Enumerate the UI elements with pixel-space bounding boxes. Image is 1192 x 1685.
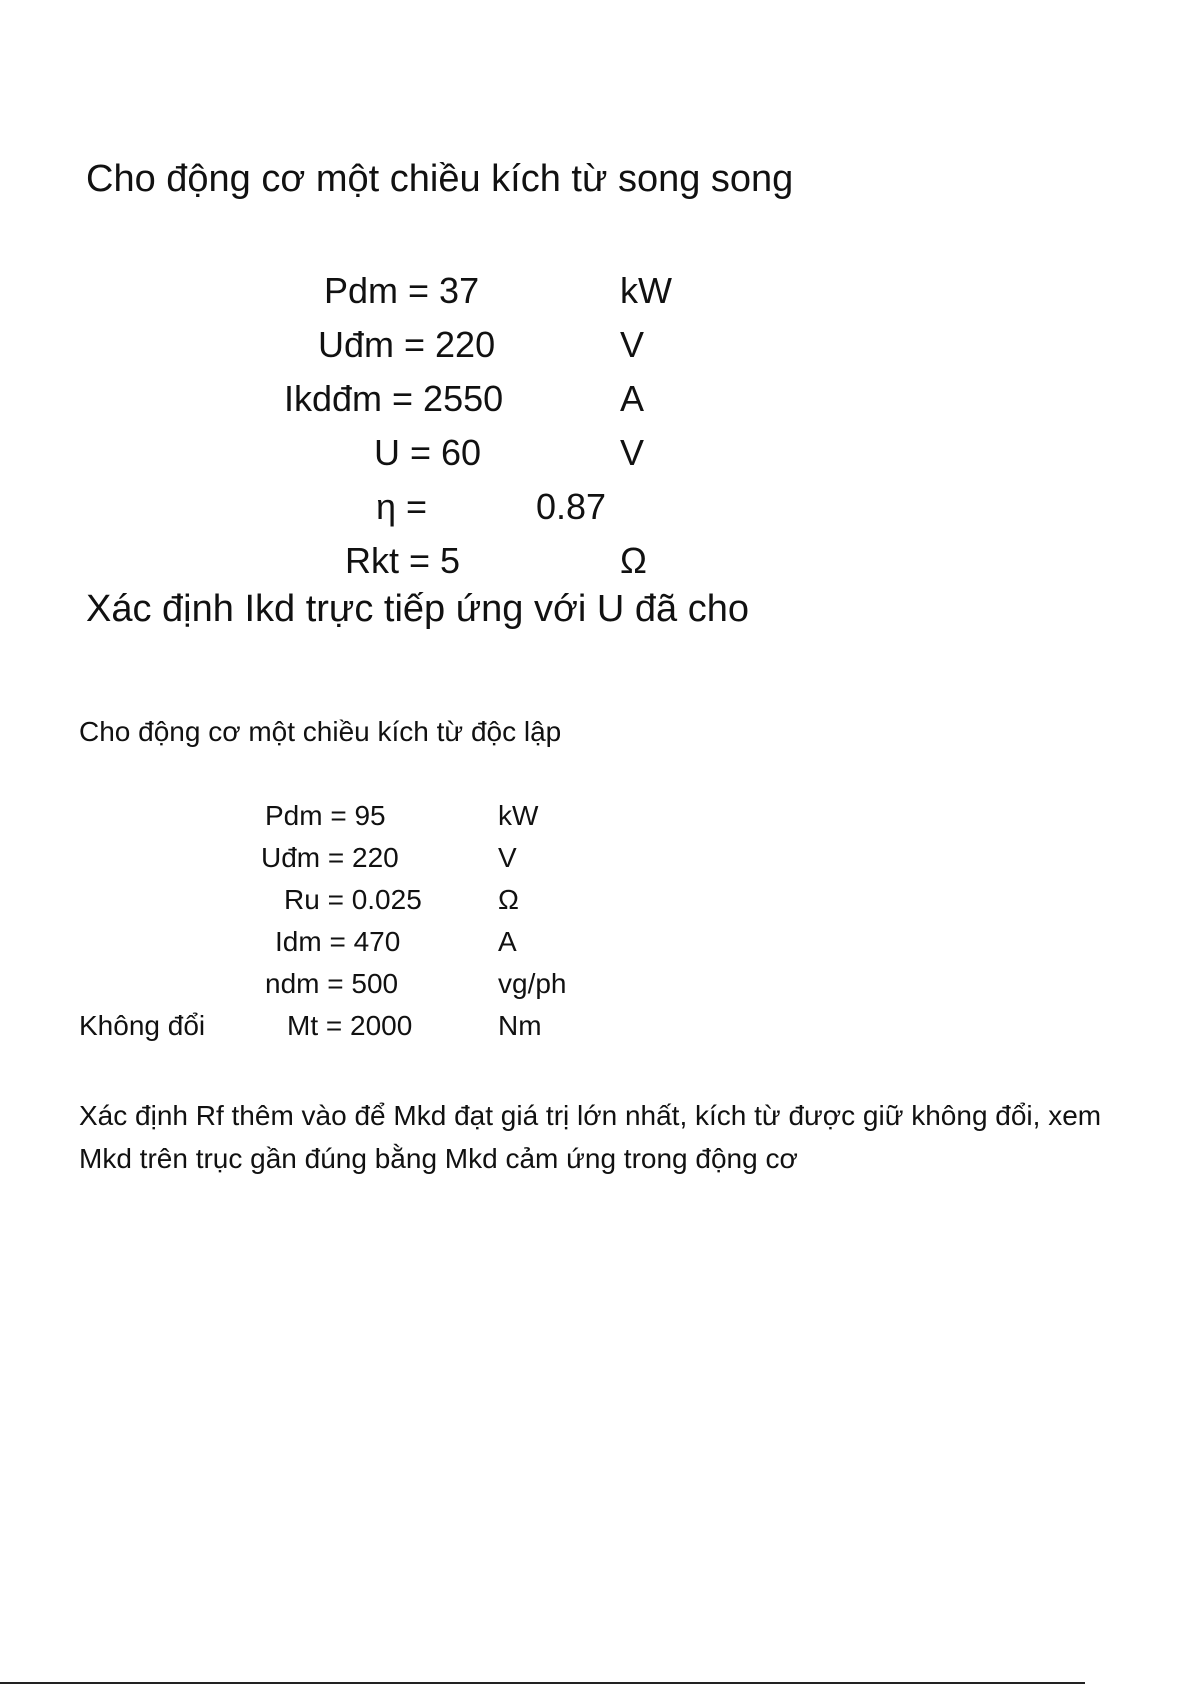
problem1-expr-pdm: Pdm = 37 — [324, 270, 480, 311]
problem2-unit-udm: V — [498, 842, 517, 873]
problem1-expr-eta: η = — [376, 486, 428, 527]
problem2-expr-ndm: ndm = 500 — [265, 968, 399, 999]
problem1-expr-rkt: Rkt = 5 — [345, 540, 461, 581]
problem2-unit-pdm: kW — [498, 800, 539, 831]
problem2-expr-pdm: Pdm = 95 — [265, 800, 386, 831]
page-bottom-border — [0, 1682, 1085, 1684]
problem2-title: Cho động cơ một chiều kích từ độc lập — [79, 716, 562, 747]
problem1-title: Cho động cơ một chiều kích từ song song — [86, 158, 794, 200]
problem1-expr-ikddm: Ikdđm = 2550 — [284, 378, 504, 419]
problem1-unit-udm: V — [620, 324, 645, 365]
problem1-unit-u: V — [620, 432, 645, 473]
problem2-expr-idm: Idm = 470 — [275, 926, 401, 957]
problem2-expr-udm: Uđm = 220 — [261, 842, 399, 873]
problem2-unit-idm: A — [498, 926, 517, 957]
problem1-question: Xác định Ikd trực tiếp ứng với U đã cho — [86, 588, 749, 630]
problem1-unit-pdm: kW — [620, 270, 672, 311]
problem1-expr-udm: Uđm = 220 — [318, 324, 496, 365]
problem1-expr-u: U = 60 — [374, 432, 482, 473]
problem2-question: Xác định Rf thêm vào để Mkd đạt giá trị lớn nhất, kích từ được giữ không đổi, xem Mkd trên trục gần đúng bằng Mkd cảm ứng trong động cơ — [79, 1100, 1102, 1174]
problem2-unit-ru: Ω — [498, 884, 519, 915]
problem1-value-eta: 0.87 — [536, 486, 607, 527]
problem2-expr-ru: Ru = 0.025 — [284, 884, 422, 915]
problem2-note-constant: Không đổi — [79, 1010, 206, 1041]
problem2-unit-mt: Nm — [498, 1010, 542, 1041]
problem1-unit-rkt: Ω — [620, 540, 647, 581]
problem1-unit-ikddm: A — [620, 378, 645, 419]
problem2-unit-ndm: vg/ph — [498, 968, 567, 999]
problem2-expr-mt: Mt = 2000 — [287, 1010, 413, 1041]
